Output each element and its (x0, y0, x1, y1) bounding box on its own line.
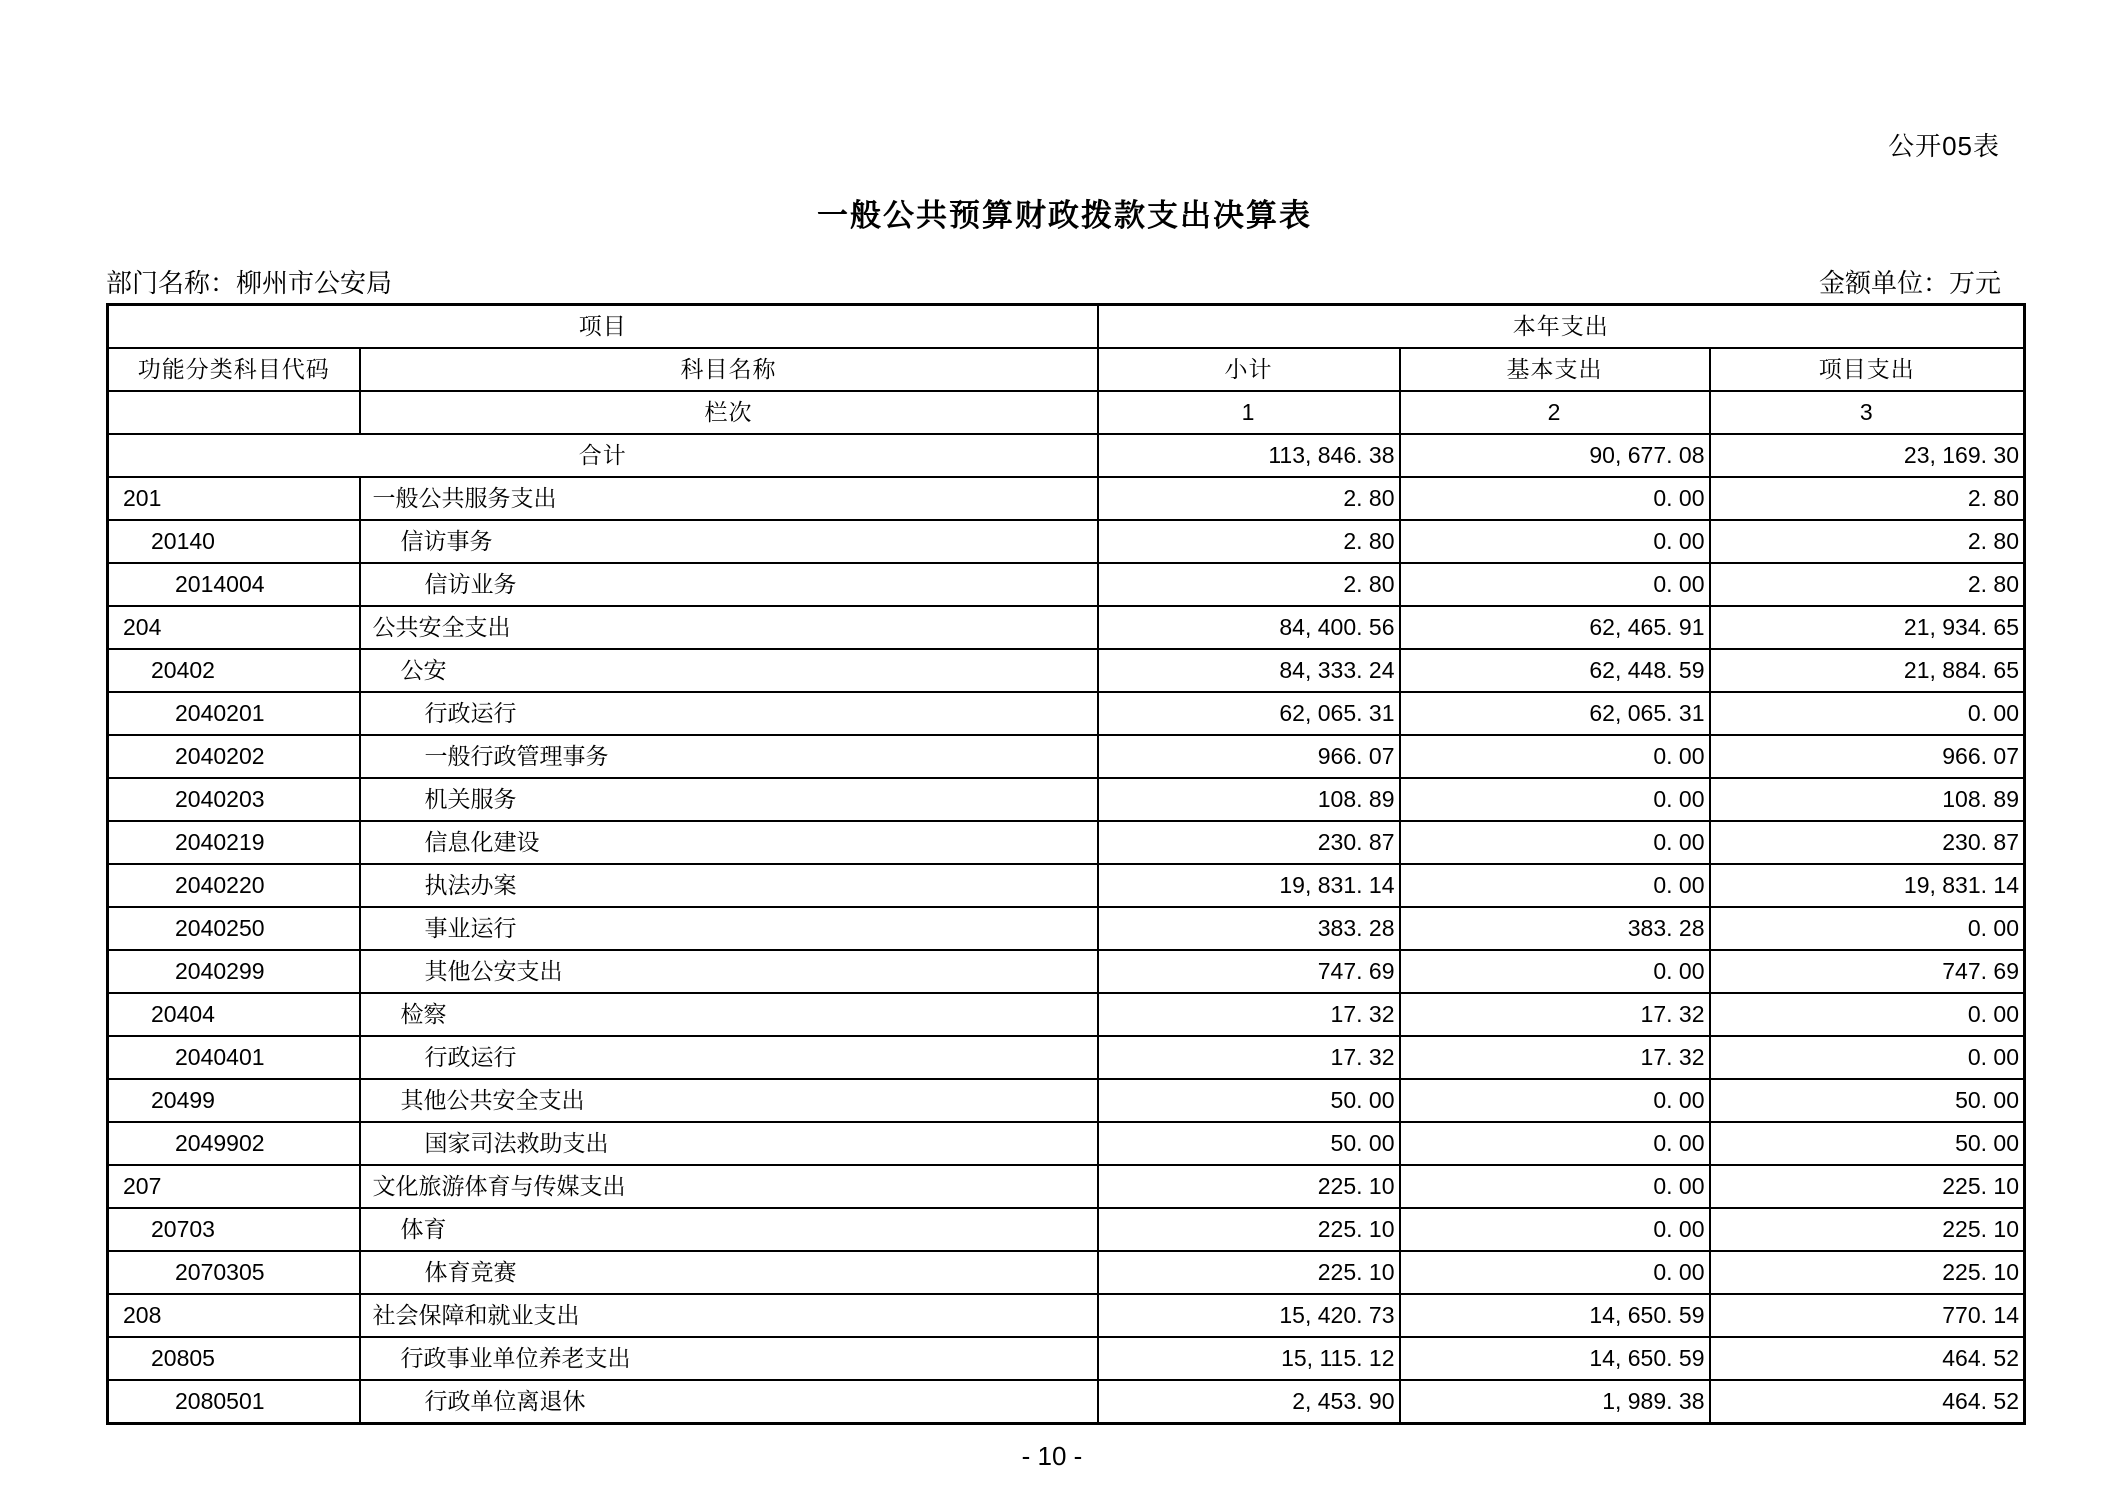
row-subtotal-value: 225. 10 (1098, 1208, 1400, 1251)
row-code: 20703 (108, 1208, 360, 1251)
header-columns-row (108, 348, 2025, 391)
table-row (108, 1337, 2025, 1380)
row-subject-name: 一般行政管理事务 (360, 735, 1098, 778)
row-code: 2040220 (108, 864, 360, 907)
table-row (108, 563, 2025, 606)
row-project-value: 50. 00 (1710, 1122, 2025, 1165)
row-subtotal-value: 15, 115. 12 (1098, 1337, 1400, 1380)
table-row (108, 864, 2025, 907)
row-project-value: 108. 89 (1710, 778, 2025, 821)
row-code: 20805 (108, 1337, 360, 1380)
header-empty-cell (108, 391, 360, 434)
row-project-value: 225. 10 (1710, 1251, 2025, 1294)
row-project-value: 966. 07 (1710, 735, 2025, 778)
row-subject-name: 信访事务 (360, 520, 1098, 563)
row-project-value: 2. 80 (1710, 563, 2025, 606)
table-row (108, 993, 2025, 1036)
table-row (108, 778, 2025, 821)
row-project-value: 0. 00 (1710, 907, 2025, 950)
row-subtotal-value: 50. 00 (1098, 1122, 1400, 1165)
table-header (108, 305, 2025, 435)
row-code: 207 (108, 1165, 360, 1208)
row-code: 20499 (108, 1079, 360, 1122)
row-basic-value: 0. 00 (1400, 864, 1710, 907)
row-subject-name: 行政运行 (360, 1036, 1098, 1079)
row-code: 2040299 (108, 950, 360, 993)
row-code: 20402 (108, 649, 360, 692)
total-subtotal-value: 113, 846. 38 (1098, 434, 1400, 477)
row-subject-name: 国家司法救助支出 (360, 1122, 1098, 1165)
table-row (108, 477, 2025, 520)
row-basic-value: 0. 00 (1400, 477, 1710, 520)
row-basic-value: 0. 00 (1400, 1165, 1710, 1208)
row-subject-name: 其他公安支出 (360, 950, 1098, 993)
row-project-value: 19, 831. 14 (1710, 864, 2025, 907)
header-column-2: 2 (1400, 391, 1710, 434)
row-subtotal-value: 19, 831. 14 (1098, 864, 1400, 907)
row-project-value: 747. 69 (1710, 950, 2025, 993)
row-project-value: 2. 80 (1710, 520, 2025, 563)
table-row (108, 1036, 2025, 1079)
row-subtotal-value: 2, 453. 90 (1098, 1380, 1400, 1424)
header-function-code: 功能分类科目代码 (108, 348, 360, 391)
row-code: 20404 (108, 993, 360, 1036)
row-subtotal-value: 966. 07 (1098, 735, 1400, 778)
row-project-value: 464. 52 (1710, 1380, 2025, 1424)
row-code: 2040201 (108, 692, 360, 735)
row-subject-name: 行政单位离退休 (360, 1380, 1098, 1424)
header-project-expenditure: 项目支出 (1710, 348, 2025, 391)
row-basic-value: 0. 00 (1400, 1251, 1710, 1294)
row-subtotal-value: 225. 10 (1098, 1251, 1400, 1294)
row-code: 201 (108, 477, 360, 520)
table-row (108, 1380, 2025, 1424)
row-subject-name: 行政运行 (360, 692, 1098, 735)
row-code: 2040401 (108, 1036, 360, 1079)
row-project-value: 0. 00 (1710, 993, 2025, 1036)
row-basic-value: 0. 00 (1400, 950, 1710, 993)
row-subtotal-value: 17. 32 (1098, 1036, 1400, 1079)
header-column-index-label: 栏次 (360, 391, 1098, 434)
row-basic-value: 0. 00 (1400, 520, 1710, 563)
row-project-value: 225. 10 (1710, 1208, 2025, 1251)
row-subject-name: 公安 (360, 649, 1098, 692)
row-subtotal-value: 62, 065. 31 (1098, 692, 1400, 735)
row-subject-name: 信访业务 (360, 563, 1098, 606)
table-row (108, 1251, 2025, 1294)
row-subject-name: 机关服务 (360, 778, 1098, 821)
row-code: 2014004 (108, 563, 360, 606)
row-project-value: 0. 00 (1710, 692, 2025, 735)
table-row (108, 1165, 2025, 1208)
total-row (108, 434, 2025, 477)
row-basic-value: 0. 00 (1400, 1122, 1710, 1165)
row-basic-value: 0. 00 (1400, 735, 1710, 778)
row-code: 20140 (108, 520, 360, 563)
row-subject-name: 执法办案 (360, 864, 1098, 907)
row-code: 208 (108, 1294, 360, 1337)
form-number-label: 公开05表 (1888, 131, 2000, 161)
row-subtotal-value: 747. 69 (1098, 950, 1400, 993)
table-row (108, 821, 2025, 864)
table-row (108, 692, 2025, 735)
row-project-value: 21, 884. 65 (1710, 649, 2025, 692)
table-row (108, 1294, 2025, 1337)
header-item-group: 项目 (108, 305, 1098, 349)
row-subtotal-value: 84, 333. 24 (1098, 649, 1400, 692)
row-basic-value: 383. 28 (1400, 907, 1710, 950)
row-subtotal-value: 2. 80 (1098, 563, 1400, 606)
header-basic-expenditure: 基本支出 (1400, 348, 1710, 391)
row-basic-value: 0. 00 (1400, 821, 1710, 864)
row-basic-value: 0. 00 (1400, 778, 1710, 821)
row-basic-value: 0. 00 (1400, 1208, 1710, 1251)
row-project-value: 0. 00 (1710, 1036, 2025, 1079)
row-basic-value: 62, 065. 31 (1400, 692, 1710, 735)
row-subtotal-value: 17. 32 (1098, 993, 1400, 1036)
row-basic-value: 62, 448. 59 (1400, 649, 1710, 692)
header-subject-name: 科目名称 (360, 348, 1098, 391)
row-subject-name: 社会保障和就业支出 (360, 1294, 1098, 1337)
row-basic-value: 17. 32 (1400, 993, 1710, 1036)
header-column-1: 1 (1098, 391, 1400, 434)
row-subtotal-value: 108. 89 (1098, 778, 1400, 821)
table-row (108, 950, 2025, 993)
row-basic-value: 1, 989. 38 (1400, 1380, 1710, 1424)
table-row (108, 1122, 2025, 1165)
row-subject-name: 其他公共安全支出 (360, 1079, 1098, 1122)
row-subtotal-value: 15, 420. 73 (1098, 1294, 1400, 1337)
row-code: 2040250 (108, 907, 360, 950)
row-subtotal-value: 50. 00 (1098, 1079, 1400, 1122)
table-body (108, 434, 2025, 1424)
row-subject-name: 公共安全支出 (360, 606, 1098, 649)
row-subtotal-value: 84, 400. 56 (1098, 606, 1400, 649)
total-label: 合计 (108, 434, 1098, 477)
row-basic-value: 14, 650. 59 (1400, 1337, 1710, 1380)
table-row (108, 520, 2025, 563)
row-code: 2049902 (108, 1122, 360, 1165)
header-index-row (108, 391, 2025, 434)
row-subject-name: 信息化建设 (360, 821, 1098, 864)
row-basic-value: 0. 00 (1400, 1079, 1710, 1122)
total-basic-value: 90, 677. 08 (1400, 434, 1710, 477)
page-title: 一般公共预算财政拨款支出决算表 (817, 198, 1312, 233)
row-code: 2040202 (108, 735, 360, 778)
row-project-value: 225. 10 (1710, 1165, 2025, 1208)
header-group-row (108, 305, 2025, 349)
table-row (108, 649, 2025, 692)
row-code: 2070305 (108, 1251, 360, 1294)
header-subtotal: 小计 (1098, 348, 1400, 391)
row-project-value: 2. 80 (1710, 477, 2025, 520)
row-project-value: 464. 52 (1710, 1337, 2025, 1380)
row-subject-name: 行政事业单位养老支出 (360, 1337, 1098, 1380)
row-subject-name: 体育竞赛 (360, 1251, 1098, 1294)
amount-unit-label: 金额单位：万元 (1818, 268, 2001, 298)
row-code: 2040219 (108, 821, 360, 864)
row-project-value: 21, 934. 65 (1710, 606, 2025, 649)
total-project-value: 23, 169. 30 (1710, 434, 2025, 477)
row-basic-value: 0. 00 (1400, 563, 1710, 606)
table-row (108, 1208, 2025, 1251)
row-subject-name: 体育 (360, 1208, 1098, 1251)
table-row (108, 735, 2025, 778)
row-code: 2080501 (108, 1380, 360, 1424)
row-subject-name: 文化旅游体育与传媒支出 (360, 1165, 1098, 1208)
table-row (108, 907, 2025, 950)
row-subtotal-value: 225. 10 (1098, 1165, 1400, 1208)
row-subtotal-value: 383. 28 (1098, 907, 1400, 950)
table-row (108, 606, 2025, 649)
row-basic-value: 62, 465. 91 (1400, 606, 1710, 649)
row-code: 2040203 (108, 778, 360, 821)
row-subject-name: 事业运行 (360, 907, 1098, 950)
row-subtotal-value: 2. 80 (1098, 520, 1400, 563)
department-name-label: 部门名称：柳州市公安局 (106, 268, 393, 298)
row-basic-value: 14, 650. 59 (1400, 1294, 1710, 1337)
header-year-expenditure-group: 本年支出 (1098, 305, 2025, 349)
row-project-value: 770. 14 (1710, 1294, 2025, 1337)
row-code: 204 (108, 606, 360, 649)
table-row (108, 1079, 2025, 1122)
meta-row (106, 263, 2023, 300)
row-basic-value: 17. 32 (1400, 1036, 1710, 1079)
row-subject-name: 一般公共服务支出 (360, 477, 1098, 520)
budget-table (106, 303, 2026, 1425)
row-subtotal-value: 2. 80 (1098, 477, 1400, 520)
row-subtotal-value: 230. 87 (1098, 821, 1400, 864)
header-column-3: 3 (1710, 391, 2025, 434)
page-number: - 10 - (1021, 1441, 1083, 1471)
row-project-value: 50. 00 (1710, 1079, 2025, 1122)
row-project-value: 230. 87 (1710, 821, 2025, 864)
row-subject-name: 检察 (360, 993, 1098, 1036)
